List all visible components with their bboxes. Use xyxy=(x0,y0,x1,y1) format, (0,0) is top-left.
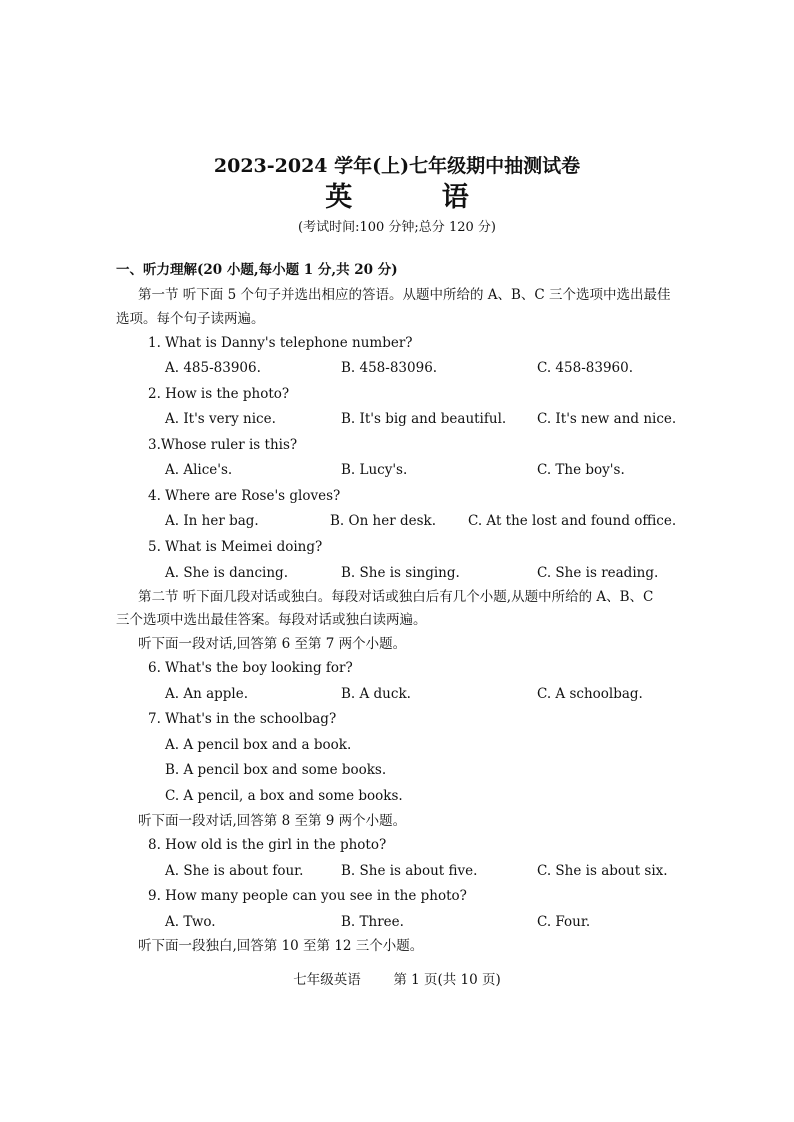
question-7-option-a: A. A pencil box and a book. xyxy=(165,737,352,753)
exam-title: 2023-2024 学年(上)七年级期中抽测试卷 xyxy=(213,155,581,177)
question-4-stem: 4. Where are Rose's gloves? xyxy=(148,488,341,504)
question-2-option-b: B. It's big and beautiful. xyxy=(341,411,507,427)
question-1-option-b: B. 458-83096. xyxy=(341,360,438,376)
question-1-option-c: C. 458-83960. xyxy=(537,360,633,376)
monologue-note: 听下面一段独白,回答第 10 至第 12 三个小题。 xyxy=(138,938,424,954)
question-6-stem: 6. What's the boy looking for? xyxy=(148,660,353,676)
section1-instruction-line2: 选项。每个句子读两遍。 xyxy=(116,311,265,327)
question-5-stem: 5. What is Meimei doing? xyxy=(148,539,323,555)
question-2-stem: 2. How is the photo? xyxy=(148,386,290,402)
question-4-option-b: B. On her desk. xyxy=(330,513,437,529)
footer-page-number: 第 1 页(共 10 页) xyxy=(393,972,501,988)
question-7-option-b: B. A pencil box and some books. xyxy=(165,762,387,778)
question-8-stem: 8. How old is the girl in the photo? xyxy=(148,837,387,853)
question-8-option-c: C. She is about six. xyxy=(537,863,668,879)
page-footer xyxy=(0,974,794,988)
question-2-option-c: C. It's new and nice. xyxy=(537,411,677,427)
question-3-stem: 3.Whose ruler is this? xyxy=(148,437,298,453)
section2-instruction-line2: 三个选项中选出最佳答案。每段对话或独白读两遍。 xyxy=(116,612,427,628)
question-9-option-a: A. Two. xyxy=(165,914,216,930)
question-7-option-c: C. A pencil, a box and some books. xyxy=(165,788,403,804)
dialog1-note: 听下面一段对话,回答第 6 至第 7 两个小题。 xyxy=(138,636,407,652)
question-4-option-c: C. At the lost and found office. xyxy=(468,513,677,529)
question-4-option-a: A. In her bag. xyxy=(165,513,259,529)
question-5-option-c: C. She is reading. xyxy=(537,565,659,581)
question-6-option-b: B. A duck. xyxy=(341,686,411,702)
section2-instruction-line1: 第二节 听下面几段对话或独白。每段对话或独白后有几个小题,从题中所给的 A、B、C xyxy=(138,589,654,605)
question-3-option-b: B. Lucy's. xyxy=(341,462,408,478)
question-3-option-a: A. Alice's. xyxy=(165,462,233,478)
part1-heading: 一、听力理解(20 小题,每小题 1 分,共 20 分) xyxy=(116,262,398,278)
question-9-option-c: C. Four. xyxy=(537,914,591,930)
footer-subject: 七年级英语 xyxy=(293,972,361,988)
question-7-stem: 7. What's in the schoolbag? xyxy=(148,711,337,727)
question-9-stem: 9. How many people can you see in the photo? xyxy=(148,888,467,904)
question-1-stem: 1. What is Danny's telephone number? xyxy=(148,335,413,351)
question-6-option-a: A. An apple. xyxy=(165,686,248,702)
question-6-option-c: C. A schoolbag. xyxy=(537,686,643,702)
question-3-option-c: C. The boy's. xyxy=(537,462,625,478)
question-1-option-a: A. 485-83906. xyxy=(165,360,261,376)
question-2-option-a: A. It's very nice. xyxy=(165,411,276,427)
dialog2-note: 听下面一段对话,回答第 8 至第 9 两个小题。 xyxy=(138,813,407,829)
question-5-option-a: A. She is dancing. xyxy=(165,565,288,581)
exam-info: (考试时间:100 分钟;总分 120 分) xyxy=(298,220,496,235)
question-5-option-b: B. She is singing. xyxy=(341,565,460,581)
question-8-option-b: B. She is about five. xyxy=(341,863,478,879)
subject-title: 英 语 xyxy=(325,182,509,213)
section1-instruction-line1: 第一节 听下面 5 个句子并选出相应的答语。从题中所给的 A、B、C 三个选项中选出最佳 xyxy=(138,287,671,303)
question-9-option-b: B. Three. xyxy=(341,914,404,930)
question-8-option-a: A. She is about four. xyxy=(165,863,304,879)
